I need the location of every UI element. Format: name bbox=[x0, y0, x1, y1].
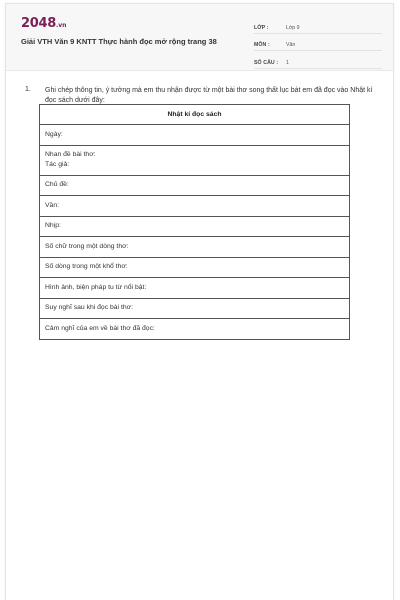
table-row bbox=[40, 196, 350, 217]
row-label-words-per-line: Số chữ trong một dòng thơ: bbox=[45, 242, 129, 250]
site-logo[interactable] bbox=[21, 17, 66, 33]
row-label-rhythm: Nhịp: bbox=[45, 222, 61, 230]
row-label-author: Tác giả: bbox=[45, 161, 70, 168]
row-label-rhyme: Vần: bbox=[45, 201, 59, 209]
document-header bbox=[6, 4, 393, 71]
table-row bbox=[40, 216, 350, 237]
meta-label: SỐ CÂU : bbox=[254, 59, 279, 66]
logo-domain: .vn bbox=[55, 22, 67, 29]
table-row bbox=[40, 298, 350, 319]
meta-label: MÔN : bbox=[254, 42, 270, 48]
table-cell[interactable] bbox=[40, 196, 350, 217]
meta-value: Lớp 9 bbox=[286, 24, 300, 31]
table-row bbox=[40, 257, 350, 278]
meta-row-class bbox=[254, 16, 382, 34]
table-cell[interactable] bbox=[40, 319, 350, 340]
table-cell[interactable] bbox=[40, 216, 350, 237]
table-row bbox=[40, 237, 350, 258]
row-label-feelings: Cảm nghĩ của em về bài thơ đã đọc: bbox=[45, 324, 155, 332]
question-text: Ghi chép thông tin, ý tưởng mà em thu nhận được từ một bài thơ song thất lục bát em đã đọc vào Nhật kí đọc sách dưới đây: bbox=[45, 87, 373, 104]
logo-text: 2048 bbox=[21, 16, 56, 31]
table-heading: Nhật kí đọc sách bbox=[40, 105, 350, 125]
table-row bbox=[40, 278, 350, 299]
meta-label: LỚP : bbox=[254, 24, 269, 31]
row-label-imagery: Hình ảnh, biện pháp tu từ nổi bật: bbox=[45, 283, 147, 291]
table-cell[interactable] bbox=[40, 145, 350, 175]
table-cell[interactable] bbox=[40, 125, 350, 146]
meta-row-subject bbox=[254, 34, 382, 52]
meta-value: Văn bbox=[286, 42, 296, 48]
table-cell[interactable] bbox=[40, 257, 350, 278]
question-number: 1. bbox=[25, 86, 31, 93]
table-row bbox=[40, 125, 350, 146]
table-cell[interactable] bbox=[40, 237, 350, 258]
table-row bbox=[40, 175, 350, 196]
table-header-row bbox=[40, 105, 350, 125]
table-cell[interactable] bbox=[40, 175, 350, 196]
meta-value: 1 bbox=[286, 59, 289, 66]
reading-log-table bbox=[39, 104, 350, 340]
meta-row-question-count bbox=[254, 51, 382, 69]
row-label-date: Ngày: bbox=[45, 130, 63, 138]
row-label-theme: Chủ đề: bbox=[45, 181, 69, 189]
table-cell[interactable] bbox=[40, 298, 350, 319]
row-label-lines-per-stanza: Số dòng trong một khổ thơ: bbox=[45, 263, 128, 271]
row-label-poem-title: Nhan đề bài thơ: bbox=[45, 151, 96, 158]
table-row bbox=[40, 145, 350, 175]
table-row bbox=[40, 319, 350, 340]
table-cell[interactable] bbox=[40, 278, 350, 299]
row-label-thoughts: Suy nghĩ sau khi đọc bài thơ: bbox=[45, 304, 133, 312]
page-title: Giải VTH Văn 9 KNTT Thực hành đọc mở rộng trang 38 bbox=[21, 37, 217, 46]
meta-info bbox=[254, 16, 382, 69]
